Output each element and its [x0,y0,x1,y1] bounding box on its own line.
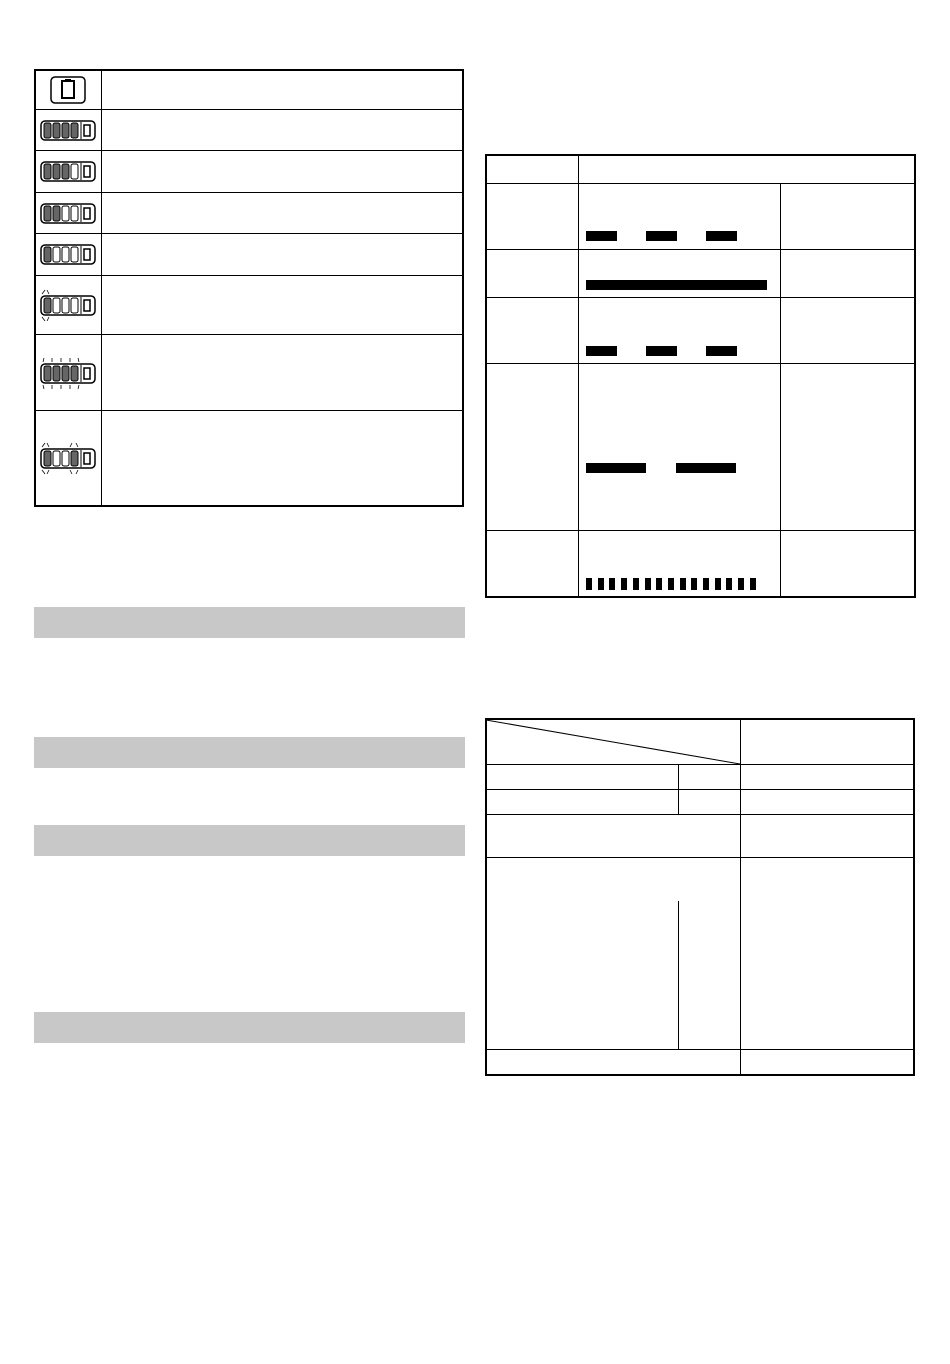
pattern-continuous-bar [586,280,767,290]
row-divider [485,297,916,298]
table-border-top [34,69,464,71]
row-divider [485,249,916,250]
pattern-tick [715,578,721,590]
table-subcolumn-divider [678,901,679,1049]
section-heading-band [34,1012,465,1043]
table-border-top [485,154,916,156]
row-divider [485,183,916,184]
pattern-tick [598,578,604,590]
row-divider [485,363,916,364]
row-divider [485,857,915,858]
row-divider [34,192,464,193]
table-border-bottom [485,596,916,598]
pattern-tick [680,578,686,590]
pattern-tick [750,578,756,590]
pattern-dash [706,231,737,241]
table-border-right [462,69,464,506]
pattern-tick [668,578,674,590]
pattern-dash [646,346,677,356]
row-divider [34,410,464,411]
pattern-tick [586,578,592,590]
table-border-bottom [34,505,464,507]
row-divider [34,150,464,151]
row-divider [485,1049,915,1050]
battery-alternating-blink-icon [36,438,100,478]
section-heading-band [34,825,465,856]
table-border-bottom [485,1074,915,1076]
row-divider [485,789,915,790]
battery-empty-icon [36,73,100,107]
pattern-dash [646,231,677,241]
row-divider [34,233,464,234]
table-column-divider [740,718,741,1075]
table-border-right [913,718,915,1075]
pattern-tick [645,578,651,590]
row-divider [485,814,915,815]
row-divider [34,109,464,110]
pattern-long-dash [586,463,646,473]
pattern-dash [586,231,617,241]
battery-1-bar-icon [36,237,100,271]
pattern-tick [726,578,732,590]
diagonal-header-line [486,719,740,765]
table-column-divider [101,69,102,506]
section-heading-band [34,607,465,638]
pattern-tick [609,578,615,590]
battery-2-bars-icon [36,196,100,230]
pattern-tick [633,578,639,590]
pattern-tick [738,578,744,590]
row-divider [34,334,464,335]
row-divider [485,530,916,531]
battery-1-bar-blinking-icon [36,285,100,325]
table-column-divider [780,183,781,597]
pattern-dash [586,346,617,356]
table-border-left [485,718,487,1075]
battery-all-bars-blinking-icon [36,353,100,393]
battery-3-bars-icon [36,154,100,188]
pattern-dash [706,346,737,356]
pattern-long-dash [676,463,736,473]
pattern-tick [621,578,627,590]
battery-4-bars-icon [36,113,100,147]
pattern-tick [691,578,697,590]
pattern-tick [703,578,709,590]
row-divider [34,275,464,276]
section-heading-band [34,737,465,768]
pattern-tick [656,578,662,590]
